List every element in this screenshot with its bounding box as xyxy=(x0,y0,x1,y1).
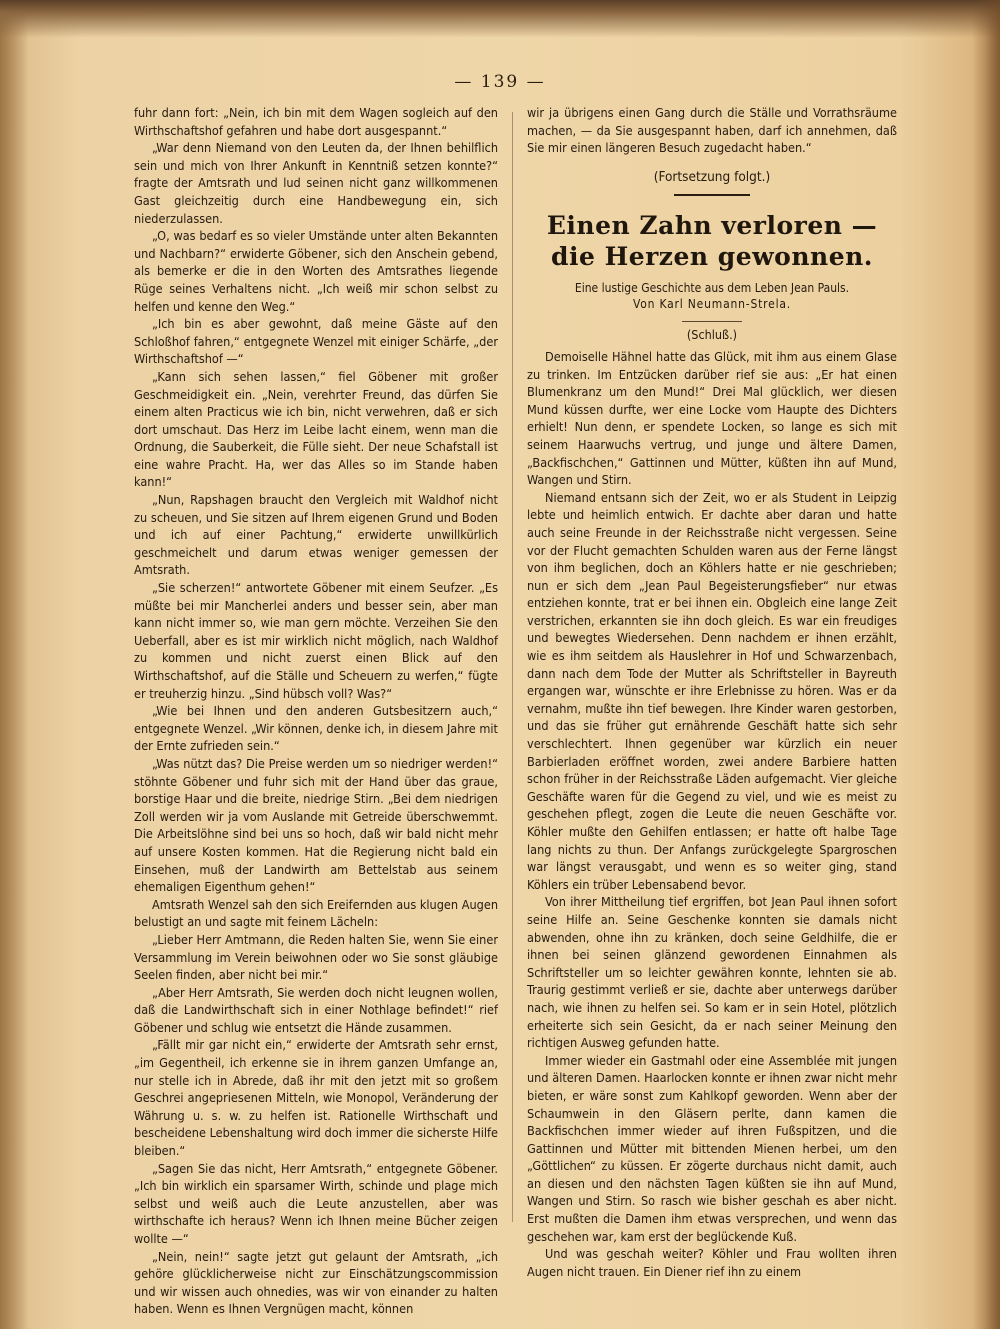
left-paragraph: fuhr dann fort: „Nein, ich bin mit dem Wagen sogleich auf den Wirthschaftshof gefahren und habe dort ausgespannt.“ xyxy=(134,105,498,138)
left-paragraph: „Lieber Herr Amtmann, die Reden halten Sie, wenn Sie einer Versammlung im Verein beiwohnen oder wo Sie sonst gläubige Seelen finden, aber nicht bei mir.“ xyxy=(134,931,498,983)
right-paragraph: Von ihrer Mittheilung tief ergriffen, bot Jean Paul ihnen sofort seine Hilfe an. Seine Geschenke konnten sie damals nicht abwenden, ohne ihn zu kränken, doch seine Geldhilfe, die er ihnen bei seinen glänzend gewordenen Einnahmen als Schriftsteller um so leichter gewähren konnte, lehnten sie ab. Traurig gestimmt verließ er sie, dachte aber unterwegs darüber nach, wie ihnen zu helfen sei. So kam er in sein Hotel, plötzlich erheiterte sich sein Gesicht, da er nach seiner Meinung den richtigen Ausweg gefunden hatte. xyxy=(527,894,897,1051)
story-continuation: wir ja übrigens einen Gang durch die Ställe und Vorrathsräume machen, — da Sie ausgespannt haben, darf ich annehmen, daß Sie mir einen längeren Besuch zugedacht haben.“ xyxy=(527,105,897,156)
page-number: — 139 — xyxy=(454,72,546,92)
story-author: Von Karl Neumann-Strela. xyxy=(632,297,792,312)
right-paragraph: Immer wieder ein Gastmahl oder eine Assemblée mit jungen und älteren Damen. Haarlocken konnte er ihnen zwar nicht mehr bieten, er wäre sonst zum Kahlkopf geworden. Wenn aber der Schaumwein in den Gläsern perlte, dann kamen die Backfischchen immer wieder auf ihren Fußspitzen, und die Gattinnen und Mütter mit bittenden Mienen herbei, um den „Göttlichen“ zu küssen. Er zögerte durchaus nicht damit, auch an diesen und den nächsten Tagen küßten sie ihn auf Mund, Wangen und Stirn. So rasch wie bisher geschah es aber nicht. Erst mußten die Damen ihm etwas versprechen, und wenn das geschehen war, kam erst der beglückende Kuß. xyxy=(527,1052,897,1244)
right-paragraph: Demoiselle Hähnel hatte das Glück, mit ihm aus einem Glase zu trinken. Im Entzücken darüber rief sie aus: „Er hat einen Blumenkranz um den Mund!“ Drei Mal glücklich, wer diesen Mund küssen durfte, wer eine Locke vom Haupte des Dichters erhielt! Nun denn, er spendete Locken, so lange es sich mit seinem Haarwuchs vertrug, und junge und ältere Damen, „Backfischchen,“ Gattinnen und Mütter, küßten ihn auf Mund, Wangen und Stirn. xyxy=(527,348,897,488)
left-paragraph: „Ich bin es aber gewohnt, daß meine Gäste auf den Schloßhof fahren,“ entgegnete Wenzel mit einiger Schärfe, „der Wirthschaftshof —“ xyxy=(134,316,498,367)
left-paragraph: „Sagen Sie das nicht, Herr Amtsrath,“ entgegnete Göbener. „Ich bin wirklich ein sparsamer Wirth, schinde und plage mich selbst und weiß auch die Leute anzustellen, aber was wirthschafte ich heraus? Wenn ich Ihnen meine Bücher zeigen wollte —“ xyxy=(134,1160,498,1246)
subtitle-rule xyxy=(682,321,742,322)
right-column xyxy=(527,104,897,1280)
left-paragraph: „Was nützt das? Die Preise werden um so niedriger werden!“ stöhnte Göbener und fuhr sich mit der Hand über das graue, borstige Haar und die breite, niedrige Stirn. „Bei dem niedrigen Zoll werden wir ja vom Auslande mit Getreide überschwemmt. Die Arbeitslöhne sind bei uns so hoch, daß wir bald nicht mehr auf unsere Kosten kommen. Hat die Regierung nicht bald ein Einsehen, muß der Landwirth am Bettelstab aus seinem ehemaligen Eigenthum gehen!“ xyxy=(134,755,498,895)
left-paragraph: „Nein, nein!“ sagte jetzt gut gelaunt der Amtsrath, „ich gehöre glücklicherweise nicht zur Einschätzungscommission und wir wissen auch ohnedies, was wir von einander zu halten haben. Wenn es Ihnen Vergnügen macht, können xyxy=(134,1248,498,1317)
story-subtitle: Eine lustige Geschichte aus dem Leben Jean Pauls. xyxy=(574,281,850,296)
left-column xyxy=(134,104,498,1318)
left-paragraph: „Wie bei Ihnen und den anderen Gutsbesitzern auch,“ entgegnete Wenzel. „Wir können, denke ich, in diesem Jahre mit der Ernte zufrieden sein.“ xyxy=(134,703,498,754)
page-top-edge xyxy=(0,0,1000,38)
binding-gutter-shadow xyxy=(0,0,28,1329)
left-paragraph: „Aber Herr Amtsrath, Sie werden doch nicht leugnen wollen, daß die Landwirthschaft sich in einer Nothlage befindet!“ rief Göbener und schlug wie entsetzt die Hände zusammen. xyxy=(134,984,498,1035)
continued-note: (Fortsetzung folgt.) xyxy=(653,168,771,185)
left-paragraph: „Nun, Rapshagen braucht den Vergleich mit Waldhof nicht zu scheuen, und Sie sitzen auf Ihrem eigenen Grund und Boden und ich auf einer Pachtung,“ erwiderte unwillkürlich geschmeichelt und darum etwas weniger gemessen der Amtsrath. xyxy=(134,492,498,578)
left-paragraph: „Sie scherzen!“ antwortete Göbener mit einem Seufzer. „Es müßte bei mir Mancherlei anders und besser sein, aber man kann nicht immer so, wie man gern möchte. Verzeihen Sie den Ueberfall, aber es ist mir wirklich nicht möglich, nach Waldhof zu kommen und nicht zuerst einen Blick auf den Wirthschaftshof, auf die Ställe und Scheuern zu werfen,“ fügte er treuherzig hinzu. „Sind hübsch voll? Was?“ xyxy=(134,580,498,701)
left-paragraph: „Kann sich sehen lassen,“ fiel Göbener mit großer Geschmeidigkeit ein. „Nein, verehrter Freund, das dürfen Sie einem alten Practicus wie ich bin, nicht verwehren, daß er sich dort umschaut. Das Herz im Leibe lacht einem, wenn man die Ordnung, die Sauberkeit, die Fülle sieht. Der neue Schafstall ist eine wahre Pracht. Ha, wer das Alles so im Stande haben kann!“ xyxy=(134,368,498,490)
left-paragraph: „Fällt mir gar nicht ein,“ erwiderte der Amtsrath sehr ernst, „im Gegentheil, ich erkenne sie in ihrem ganzen Umfange an, nur stelle ich in Abrede, daß ihr mit den jetzt mit so großem Geschrei angepriesenen Mitteln, wie Monopol, Veränderung der Währung u. s. w. zu helfen ist. Rationelle Wirthschaft und bescheidene Lebenshaltung wird doch immer die sicherste Hilfe bleiben.“ xyxy=(134,1037,498,1159)
right-paragraph: Und was geschah weiter? Köhler und Frau wollten ihren Augen nicht trauen. Ein Diener rief ihn zu einem xyxy=(527,1246,897,1279)
left-paragraph: „War denn Niemand von den Leuten da, der Ihnen behilflich sein und mich von Ihrer Ankunft in Kenntniß setzen konnte?“ fragte der Amtsrath und lud seinen nicht ganz willkommenen Gast gleichzeitig durch eine Handbewegung ein, sich niederzulassen. xyxy=(134,140,498,226)
left-paragraph: Amtsrath Wenzel sah den sich Ereifernden aus klugen Augen belustigt an und sagte mit feinem Lächeln: xyxy=(134,896,498,930)
section-rule xyxy=(674,194,750,196)
page-right-edge xyxy=(972,0,1000,1329)
section-label: (Schluß.) xyxy=(686,327,738,343)
left-paragraph: „O, was bedarf es so vieler Umstände unter alten Bekannten und Nachbarn?“ erwiderte Göbener, sich den Anschein gebend, als bemerke er die in den Worten des Amtsrathes liegende Rüge seines Verhaltens nicht. „Ich weiß mir schon selbst zu helfen und kenne den Weg.“ xyxy=(134,228,498,314)
right-paragraph: Niemand entsann sich der Zeit, wo er als Student in Leipzig lebte und heimlich entwich. Er dachte aber daran und hatte auch seine Freunde in der Reichsstraße nicht vergessen. Seine vor der Flucht gemachten Schulden waren aus der Ferne längst von ihm beglichen, doch an Köhlers hatte er nie geschrieben; nun er sich dem „Jean Paul Begeisterungsfieber“ nur etwas entziehen konnte, trat er bei ihnen ein. Obgleich eine lange Zeit verstrichen, erkannten sie ihn doch gleich. Es war ein freudiges und bewegtes Wiedersehen. Denn nachdem er ihnen erzählt, wie es ihm seitdem als Hauslehrer in Hof und Schwarzenbach, dann nach dem Tode der Mutter als Schriftsteller in Bayreuth ergangen war, wünschte er ihre Erlebnisse zu hören. Was er da vernahm, mußte ihn tief bewegen. Ihre Kinder waren gestorben, und das sie früher gut ernährende Geschäft hatte sich sehr verschlechtert. Ihnen gegenüber war kürzlich ein neuer Barbierladen eröffnet worden, zwei andere Barbiere hatten schon früher in der Reichsstraße Läden aufgemacht. Vier gleiche Geschäfte waren für die Gegend zu viel, und wie es meist zu geschehen pflegt, zogen die Leute die neuen Geschäfte vor. Köhler mußte den Gehilfen entlassen; er hatte oft halbe Tage lang nichts zu thun. Der Anfangs zurückgelegte Spargroschen war längst verausgabt, und wenn es so weiter ging, stand Köhlers ein trüber Lebensabend bevor. xyxy=(527,489,897,892)
column-divider xyxy=(512,112,513,1222)
story-title: Einen Zahn verloren — die Herzen gewonnen. xyxy=(546,211,878,272)
